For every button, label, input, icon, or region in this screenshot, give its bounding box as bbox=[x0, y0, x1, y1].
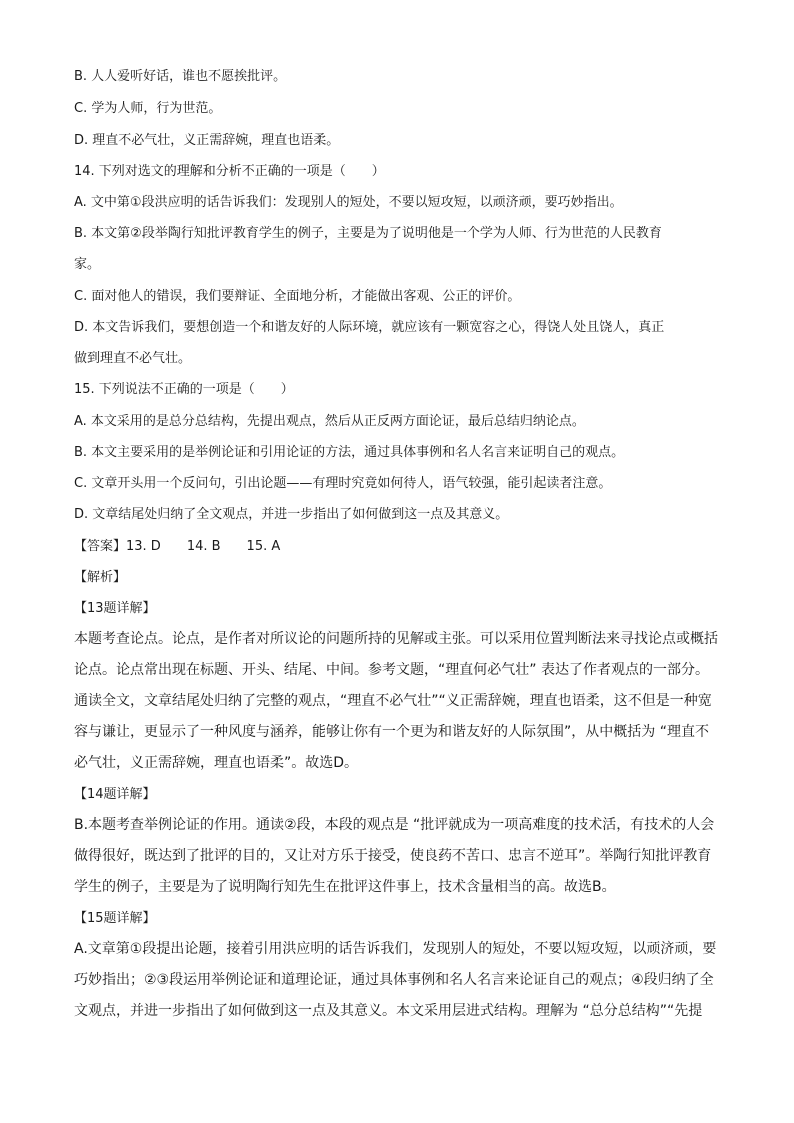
q13-detail-line: 通读全文，文章结尾处归纳了完整的观点，“理直不必气壮”“义正需辞婉，理直也语柔，这不但是一种宽 bbox=[74, 693, 712, 709]
q13-option-c: C. 学为人师，行为世范。 bbox=[74, 101, 222, 116]
q13-detail-title: 【13题详解】 bbox=[74, 601, 156, 616]
q15-stem: 15. 下列说法不正确的一项是（ ） bbox=[74, 382, 294, 397]
analysis-title: 【解析】 bbox=[74, 570, 127, 585]
q14-stem: 14. 下列对选文的理解和分析不正确的一项是（ ） bbox=[74, 164, 385, 179]
q14-option-d: D. 本文告诉我们，要想创造一个和谐友好的人际环境，就应该有一颗宽容之心，得饶人处且饶人，真正 bbox=[74, 320, 665, 335]
q15-option-b: B. 本文主要采用的是举例论证和引用论证的方法，通过具体事例和名人名言来证明自己的观点。 bbox=[74, 445, 625, 460]
q13-detail-line: 必气壮，义正需辞婉，理直也语柔”。故选D。 bbox=[74, 755, 359, 771]
q15-option-d: D. 文章结尾处归纳了全文观点，并进一步指出了如何做到这一点及其意义。 bbox=[74, 507, 509, 522]
q14-option-b: B. 本文第②段举陶行知批评教育学生的例子，主要是为了说明他是一个学为人师、行为世范的人民教育 bbox=[74, 226, 662, 241]
q14-option-a: A. 文中第①段洪应明的话告诉我们：发现别人的短处，不要以短攻短，以顽济顽，要巧妙指出。 bbox=[74, 195, 623, 210]
q15-detail-line: 文观点，并进一步指出了如何做到这一点及其意义。本文采用层进式结构。理解为 “总分总结构”“先提 bbox=[74, 1003, 703, 1019]
q15-option-a: A. 本文采用的是总分总结构，先提出观点，然后从正反两方面论证，最后总结归纳论点。 bbox=[74, 414, 585, 429]
q14-option-b-cont: 家。 bbox=[74, 257, 101, 272]
q13-option-d: D. 理直不必气壮，义正需辞婉，理直也语柔。 bbox=[74, 133, 340, 148]
answer-line: 【答案】13. D 14. B 15. A bbox=[74, 539, 281, 554]
q15-detail-line: A.文章第①段提出论题，接着引用洪应明的话告诉我们，发现别人的短处，不要以短攻短，以顽济顽，要 bbox=[74, 941, 717, 957]
q14-detail-title: 【14题详解】 bbox=[74, 787, 156, 802]
q13-detail-line: 容与谦让，更显示了一种风度与涵养，能够让你有一个更为和谐友好的人际氛围”，从中概括为 “理直不 bbox=[74, 724, 709, 740]
q14-detail-line: B.本题考查举例论证的作用。通读②段，本段的观点是 “批评就成为一项高难度的技术活，有技术的人会 bbox=[74, 817, 715, 833]
q14-detail-line: 做得很好，既达到了批评的目的，又让对方乐于接受，使良药不苦口、忠言不逆耳”。举陶行知批评教育 bbox=[74, 848, 712, 864]
q13-detail-line: 本题考查论点。论点，是作者对所议论的问题所持的见解或主张。可以采用位置判断法来寻找论点或概括 bbox=[74, 631, 718, 647]
q15-detail-line: 巧妙指出；②③段运用举例论证和道理论证，通过具体事例和名人名言来论证自己的观点；④段归纳了全 bbox=[74, 972, 714, 988]
q13-option-b: B. 人人爱听好话，谁也不愿挨批评。 bbox=[74, 69, 287, 84]
q15-option-c: C. 文章开头用一个反问句，引出论题——有理时究竟如何待人，语气较强，能引起读者注意。 bbox=[74, 476, 612, 491]
q13-detail-line: 论点。论点常出现在标题、开头、结尾、中间。参考文题，“理直何必气壮” 表达了作者观点的一部分。 bbox=[74, 662, 709, 678]
q14-option-d-cont: 做到理直不必气壮。 bbox=[74, 351, 192, 366]
q14-detail-line: 学生的例子，主要是为了说明陶行知先生在批评这件事上，技术含量相当的高。故选B。 bbox=[74, 879, 616, 895]
q14-option-c: C. 面对他人的错误，我们要辩证、全面地分析，才能做出客观、公正的评价。 bbox=[74, 289, 521, 304]
q15-detail-title: 【15题详解】 bbox=[74, 911, 156, 926]
